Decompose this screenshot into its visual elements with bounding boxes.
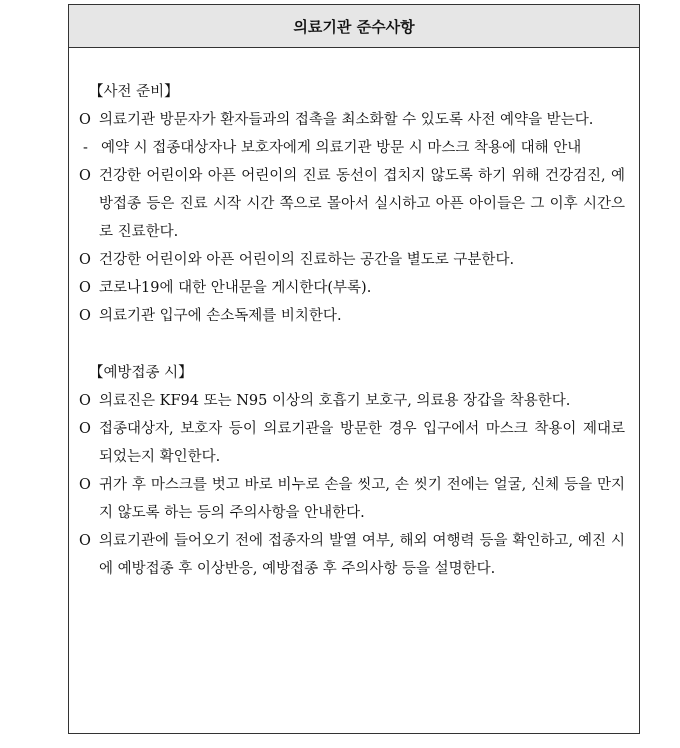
list-item	[79, 415, 625, 471]
list-item-text: 의료진은 KF94 또는 N95 이상의 호흡기 보호구, 의료용 장갑을 착용한다.	[99, 393, 571, 409]
list-item-text: 의료기관에 들어오기 전에 접종자의 발열 여부, 해외 여행력 등을 확인하고, 예진 시에 예방접종 후 이상반응, 예방접종 후 주의사항 등을 설명한다.	[99, 533, 625, 577]
section-spacer	[79, 330, 625, 359]
list-item-text: 건강한 어린이와 아픈 어린이의 진료 동선이 겹치지 않도록 하기 위해 건강검진, 예방접종 등은 진료 시작 시간 쪽으로 몰아서 실시하고 아픈 아이들은 그 이후 시간으로 진료한다.	[99, 168, 625, 240]
list-item-text: 코로나19에 대한 안내문을 게시한다(부록).	[99, 280, 372, 296]
list-item	[79, 471, 625, 527]
list-item	[79, 387, 625, 415]
list-item	[79, 134, 625, 162]
list-item	[79, 162, 625, 246]
bullet-marker: O	[79, 533, 91, 549]
bullet-marker: O	[79, 308, 91, 324]
list-item	[79, 274, 625, 302]
list-item-text: 예약 시 접종대상자나 보호자에게 의료기관 방문 시 마스크 착용에 대해 안내	[101, 140, 582, 156]
list-item-text: 의료기관 방문자가 환자들과의 접촉을 최소화할 수 있도록 사전 예약을 받는다.	[99, 112, 594, 128]
list-item	[79, 527, 625, 583]
section-heading-vaccination: 【예방접종 시】	[89, 365, 193, 381]
list-item	[79, 302, 625, 330]
list-item-text: 접종대상자, 보호자 등이 의료기관을 방문한 경우 입구에서 마스크 착용이 제대로 되었는지 확인한다.	[99, 421, 625, 465]
list-item	[79, 246, 625, 274]
bullet-marker: O	[79, 393, 91, 409]
bullet-marker: O	[79, 477, 91, 493]
list-item	[79, 106, 625, 134]
dash-marker: -	[83, 140, 88, 156]
document-body	[69, 48, 639, 583]
list-item-text: 귀가 후 마스크를 벗고 바로 비누로 손을 씻고, 손 씻기 전에는 얼굴, 신체 등을 만지지 않도록 하는 등의 주의사항을 안내한다.	[99, 477, 625, 521]
document-frame	[68, 4, 640, 734]
section-heading-preparation: 【사전 준비】	[89, 84, 179, 100]
document-title: 의료기관 준수사항	[69, 5, 639, 48]
bullet-marker: O	[79, 252, 91, 268]
bullet-marker: O	[79, 421, 91, 437]
bullet-marker: O	[79, 168, 91, 184]
bullet-marker: O	[79, 112, 91, 128]
bullet-marker: O	[79, 280, 91, 296]
list-item-text: 건강한 어린이와 아픈 어린이의 진료하는 공간을 별도로 구분한다.	[99, 252, 515, 268]
list-item-text: 의료기관 입구에 손소독제를 비치한다.	[99, 308, 342, 324]
